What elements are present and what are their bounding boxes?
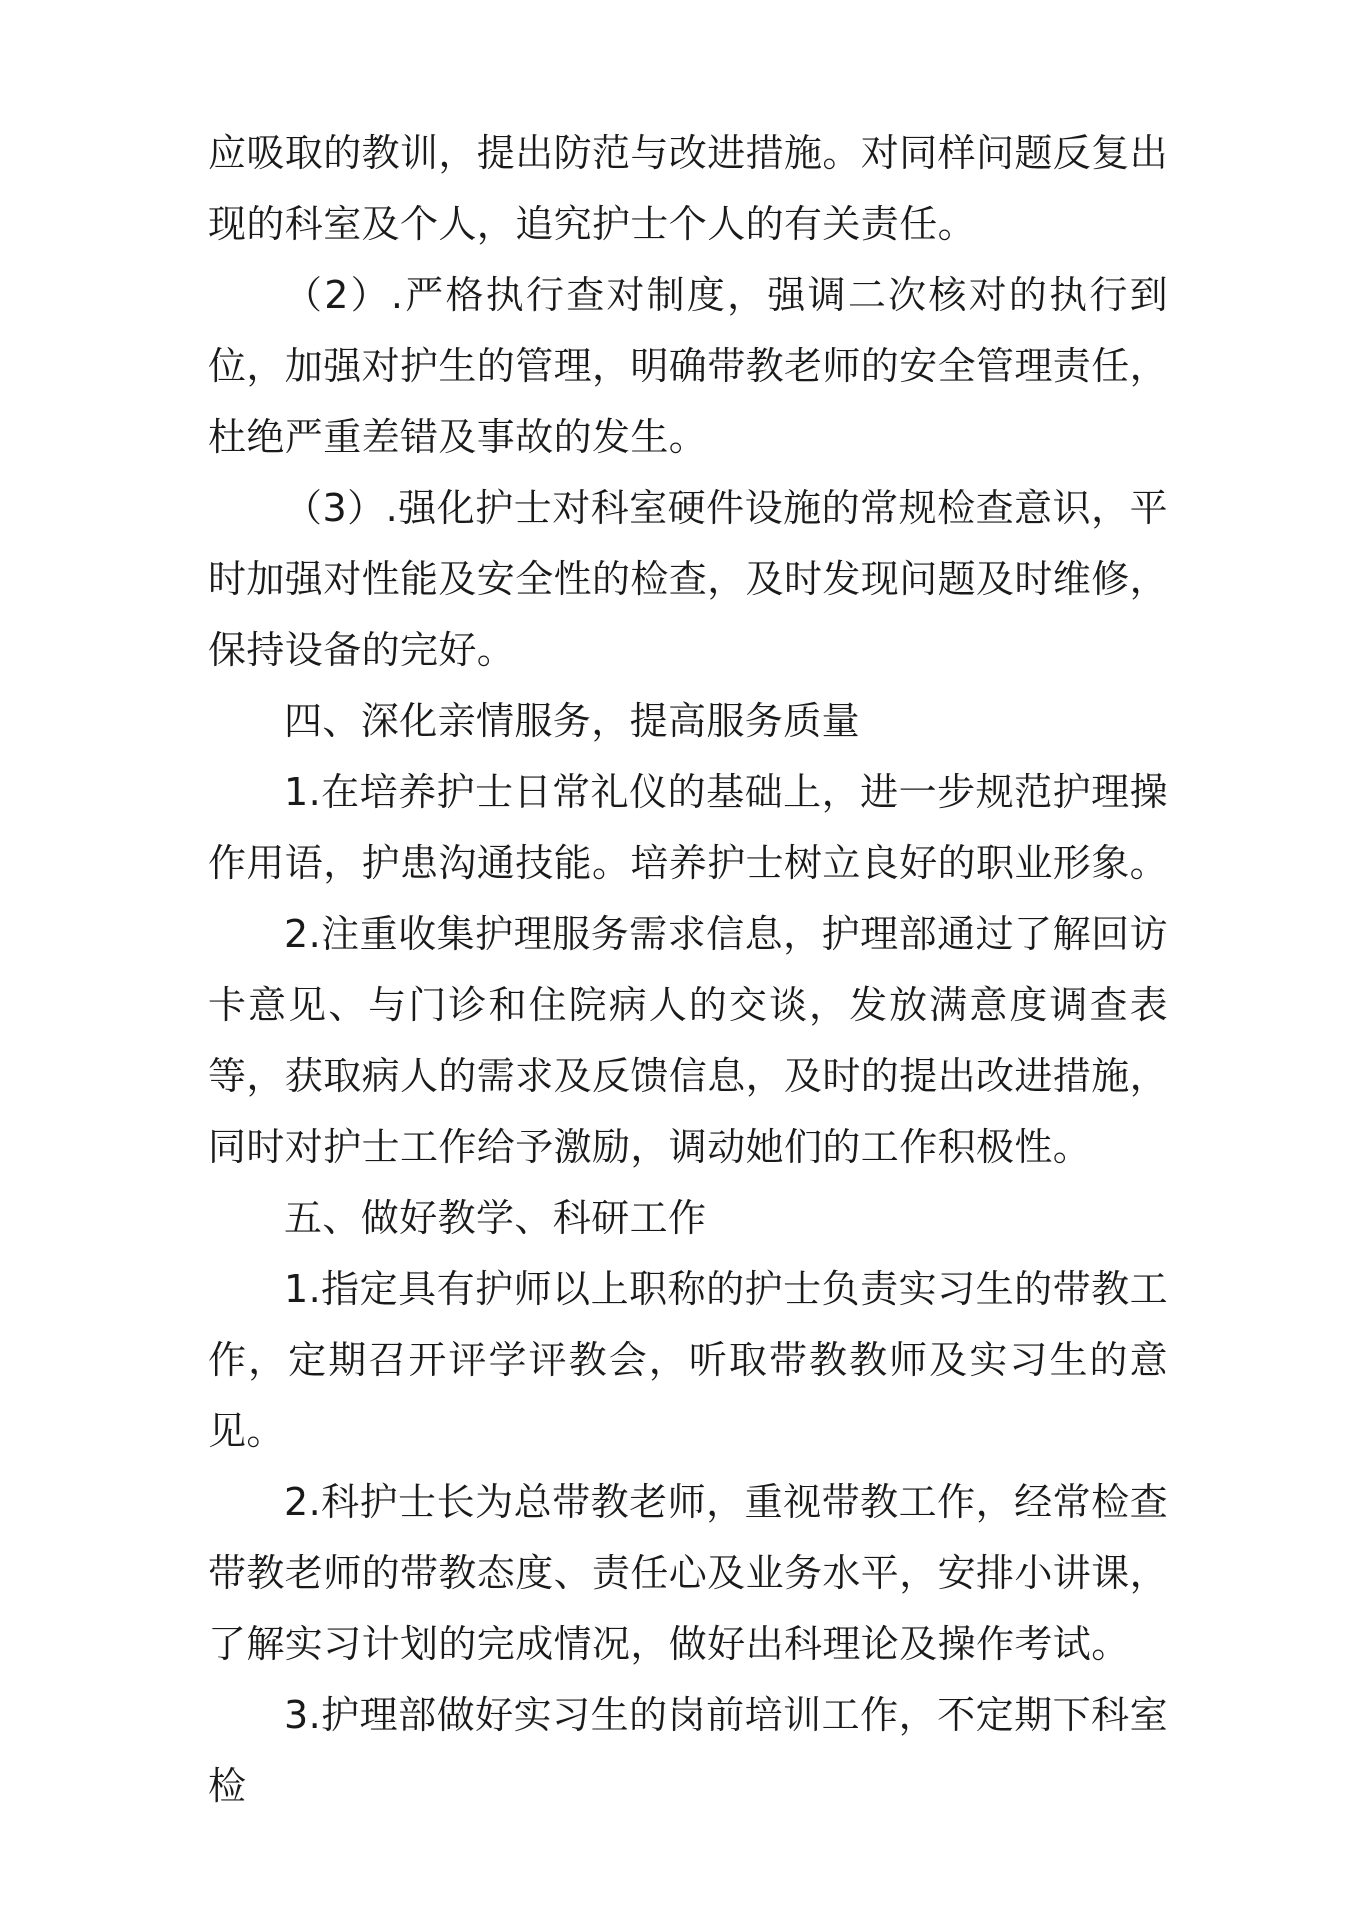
paragraph-section-five-item-3: 3.护理部做好实习生的岗前培训工作，不定期下科室检 [208, 1693, 1168, 1808]
section-heading-five: 五、做好教学、科研工作 [284, 1196, 707, 1240]
section-heading-four: 四、深化亲情服务，提高服务质量 [284, 699, 861, 743]
paragraph-section-five-item-1: 1.指定具有护师以上职称的护士负责实习生的带教工作，定期召开评学评教会，听取带教教师及实习生的意见。 [208, 1267, 1168, 1453]
paragraph-section-five-item-2: 2.科护士长为总带教老师，重视带教工作，经常检查带教老师的带教态度、责任心及业务水平，安排小讲课，了解实习计划的完成情况，做好出科理论及操作考试。 [208, 1480, 1169, 1666]
paragraph-section-four-item-2: 2.注重收集护理服务需求信息，护理部通过了解回访卡意见、与门诊和住院病人的交谈，发放满意度调查表等，获取病人的需求及反馈信息，及时的提出改进措施，同时对护士工作给予激励，调动她们的工作积极性。 [208, 912, 1169, 1169]
paragraph-item-2: （2）.严格执行查对制度，强调二次核对的执行到位，加强对护生的管理，明确带教老师的安全管理责任，杜绝严重差错及事故的发生。 [208, 273, 1169, 459]
paragraph-item-3: （3）.强化护士对科室硬件设施的常规检查意识，平时加强对性能及安全性的检查，及时发现问题及时维修，保持设备的完好。 [208, 486, 1169, 672]
paragraph-continuation: 应吸取的教训，提出防范与改进措施。对同样问题反复出现的科室及个人，追究护士个人的有关责任。 [208, 131, 1169, 246]
document-body [208, 118, 1168, 1822]
paragraph-section-four-item-1: 1.在培养护士日常礼仪的基础上，进一步规范护理操作用语，护患沟通技能。培养护士树立良好的职业形象。 [208, 770, 1169, 885]
